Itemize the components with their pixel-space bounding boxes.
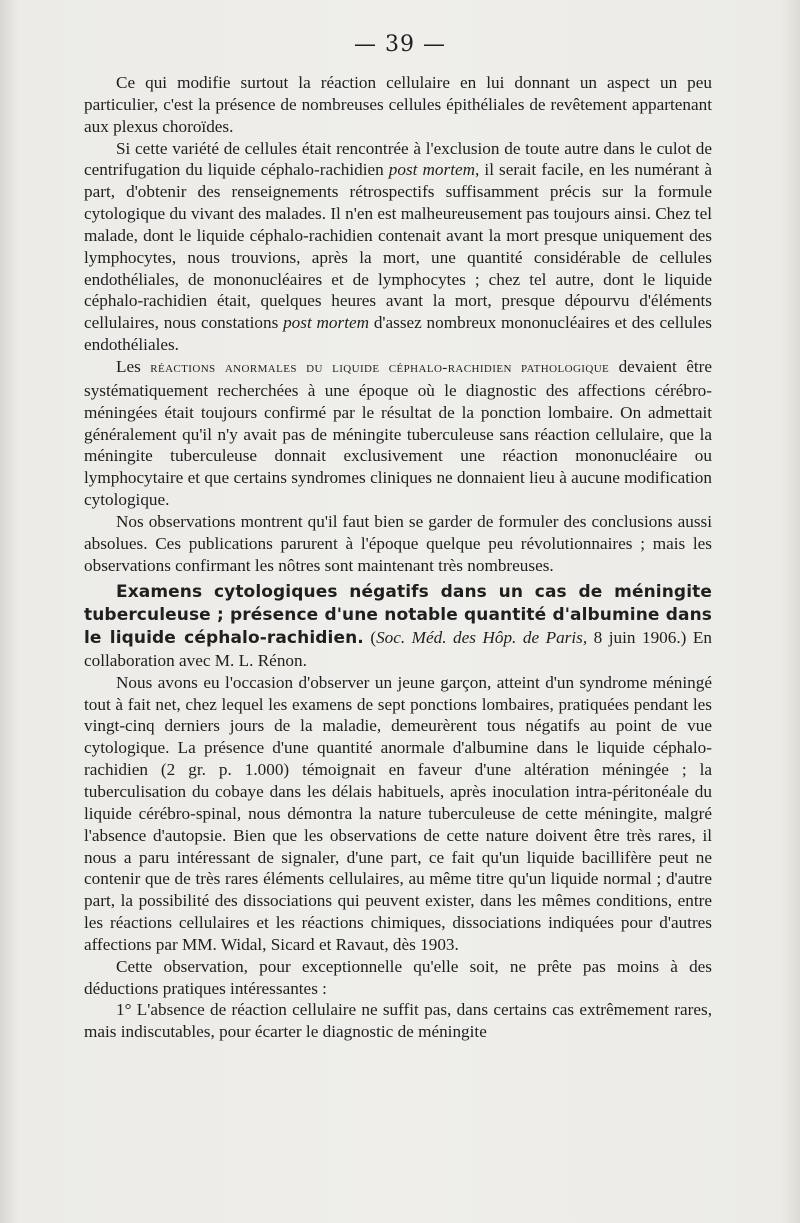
paragraph-1: Ce qui modifie surtout la réaction cellulaire en lui donnant un aspect un peu particulier, c'est la présence de nombreuses cellules épithéliales de revêtement appartenant aux plexus choroïdes. [84,73,712,136]
page-number: — 39 — [354,32,446,57]
paragraph-2-italic-a: post mortem [388,160,476,180]
paragraph-4: Nos observations montrent qu'il faut bien se garder de formuler des conclusions aussi absolues. Ces publications parurent à l'époque quelque peu révolutionnaires ; mais les observations confirmant les nôtres sont maintenant très nombreuses. [84,511,712,575]
paragraph-2-italic-b: post mortem [283,313,370,333]
publication-heading [84,581,712,671]
publication-journal: Soc. Méd. des Hôp. de Paris, [376,628,588,648]
paragraph-5: Nous avons eu l'occasion d'observer un jeune garçon, atteint d'un syndrome méningé tout à fait net, chez lequel les examens de sept ponctions lombaires, pratiquées pendant les vingt-cinq derniers jours de la maladie, demeurèrent tous négatifs au point de vue cytologique. La présence d'une quantité anormale d'albumine dans le liquide céphalo-rachidien (2 gr. p. 1.000) témoignait en faveur d'une altération méningée ; la tuberculisation du cobaye dans les délais habituels, après inoculation intra-péritonéale du liquide cérébro-spinal, nous démontra la nature tuberculeuse de cette méningite, malgré l'absence d'autopsie. Bien que les observations de cette nature doivent être très rares, il nous a paru intéressant de signaler, d'une part, ce fait qu'un liquide bacillifère peut ne contenir que de très rares éléments cellulaires, au même titre qu'un liquide normal ; d'autre part, la possibilité des dissociations qui peuvent exister, dans les mêmes conditions, entre les réactions cellulaires et les réactions chimiques, dissociations indiquées pour d'autres affections par MM. Widal, Sicard et Ravaut, dès 1903. [84,672,712,954]
paragraph-6: Cette observation, pour exceptionnelle qu'elle soit, ne prête pas moins à des déductions pratiques intéressantes : [84,956,712,998]
paragraph-2-text-e: d'assez nombreux mononucléaires et des cellules endothéliales. [84,313,712,355]
paragraph-7: 1° L'absence de réaction cellulaire ne suffit pas, dans certains cas extrêmement rares, mais indiscutables, pour écarter le diagnostic de méningite [84,1000,712,1042]
paragraph-3-small-caps: réactions anormales du liquide céphalo-rachidien pathologique [150,359,610,376]
paragraph-2-text-a: Si cette variété de cellules était rencontrée à l'exclusion de toute autre dans le culot de centrifugation du liquide céphalo-rachidien [84,138,712,180]
body-text [84,72,712,1043]
publication-title: Examens cytologiques négatifs dans un cas de méningite tuberculeuse ; présence d'une notable quantité d'albumine dans le liquide céphalo-rachidien. [84,582,712,649]
publication-date-collab: 8 juin 1906.) En collaboration avec M. L. Rénon. [84,628,712,670]
publication-paren: ( [363,628,377,648]
paragraph-2 [84,138,712,356]
paragraph-2-text-c: , il serait facile, en les numérant à part, d'obtenir des renseignements rétrospectifs suffisamment précis sur la formule cytologique du vivant des malades. Il n'en est malheureusement pas toujours ainsi. Chez tel malade, dont le liquide céphalo-rachidien contenait avant la mort presque uniquement des lymphocytes, nous trouvions, après la mort, une quantité considérable de cellules endothéliales, de mononucléaires et de lymphocytes ; chez tel autre, dont le liquide céphalo-rachidien était, quelques heures avant la mort, presque dépourvu d'éléments cellulaires, nous constations [84,160,712,333]
paragraph-3 [84,356,712,511]
paragraph-3-text-b: devaient être systématiquement recherchées à une époque où le diagnostic des affections cérébro-méningées était toujours confirmé par le résultat de la ponction lombaire. On admettait généralement qu'il n'y avait pas de méningite tuberculeuse sans réaction cellulaire, que la méningite tuberculeuse donnait exclusivement une réaction mononucléaire ou lymphocytaire et que certains syndromes cliniques ne donnaient lieu à aucune modification cytologique. [84,356,712,510]
paragraph-3-text-a: Les [116,356,151,376]
